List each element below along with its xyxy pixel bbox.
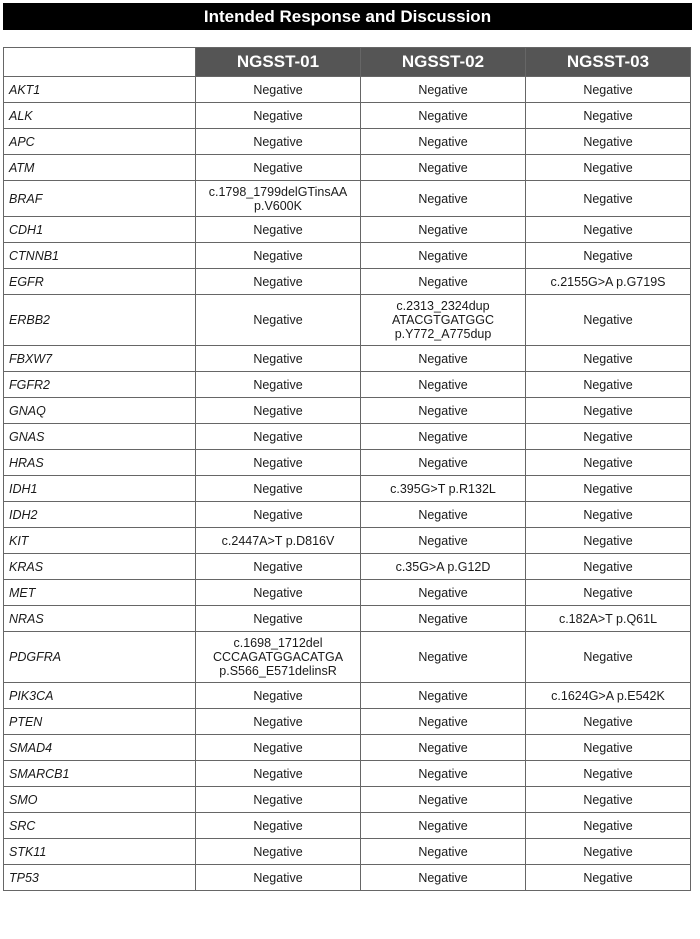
result-cell-ngsst-02: Negative (361, 155, 526, 181)
result-cell-ngsst-02: c.35G>A p.G12D (361, 554, 526, 580)
result-cell-ngsst-03: Negative (526, 709, 691, 735)
result-cell-ngsst-01: Negative (196, 217, 361, 243)
gene-cell: APC (4, 129, 196, 155)
result-cell-ngsst-03: Negative (526, 103, 691, 129)
column-header-ngsst-01: NGSST-01 (196, 48, 361, 77)
gene-cell: CTNNB1 (4, 243, 196, 269)
result-cell-ngsst-03: Negative (526, 865, 691, 891)
table-row (4, 155, 691, 181)
gene-cell: SMO (4, 787, 196, 813)
result-cell-ngsst-02: Negative (361, 346, 526, 372)
gene-cell: IDH1 (4, 476, 196, 502)
result-cell-ngsst-01: Negative (196, 372, 361, 398)
result-cell-ngsst-01: Negative (196, 735, 361, 761)
table-row (4, 813, 691, 839)
result-cell-ngsst-02: Negative (361, 632, 526, 683)
result-cell-ngsst-03: Negative (526, 372, 691, 398)
result-cell-ngsst-02: Negative (361, 181, 526, 217)
gene-cell: KIT (4, 528, 196, 554)
result-cell-ngsst-03: Negative (526, 295, 691, 346)
gene-cell: KRAS (4, 554, 196, 580)
result-cell-ngsst-01: Negative (196, 155, 361, 181)
result-cell-ngsst-03: Negative (526, 424, 691, 450)
result-cell-ngsst-03: c.1624G>A p.E542K (526, 683, 691, 709)
table-row (4, 761, 691, 787)
gene-cell: IDH2 (4, 502, 196, 528)
result-cell-ngsst-03: Negative (526, 554, 691, 580)
header-row (4, 48, 691, 77)
result-cell-ngsst-03: Negative (526, 632, 691, 683)
table-row (4, 839, 691, 865)
table-row (4, 424, 691, 450)
table-row (4, 450, 691, 476)
gene-cell: MET (4, 580, 196, 606)
result-cell-ngsst-02: Negative (361, 77, 526, 103)
table-row (4, 103, 691, 129)
result-cell-ngsst-02: Negative (361, 372, 526, 398)
result-cell-ngsst-01: Negative (196, 502, 361, 528)
gene-cell: PTEN (4, 709, 196, 735)
result-cell-ngsst-01: Negative (196, 761, 361, 787)
result-cell-ngsst-02: Negative (361, 450, 526, 476)
result-cell-ngsst-02: Negative (361, 761, 526, 787)
table-row (4, 554, 691, 580)
table-row (4, 243, 691, 269)
result-cell-ngsst-01: Negative (196, 398, 361, 424)
result-cell-ngsst-01: Negative (196, 243, 361, 269)
gene-cell: STK11 (4, 839, 196, 865)
gene-cell: SRC (4, 813, 196, 839)
result-cell-ngsst-01: Negative (196, 554, 361, 580)
table-row (4, 528, 691, 554)
result-cell-ngsst-01: Negative (196, 813, 361, 839)
gene-cell: AKT1 (4, 77, 196, 103)
result-cell-ngsst-03: c.182A>T p.Q61L (526, 606, 691, 632)
gene-cell: ATM (4, 155, 196, 181)
gene-cell: NRAS (4, 606, 196, 632)
table-row (4, 709, 691, 735)
result-cell-ngsst-02: Negative (361, 398, 526, 424)
result-cell-ngsst-03: Negative (526, 502, 691, 528)
result-cell-ngsst-02: Negative (361, 813, 526, 839)
gene-cell: FGFR2 (4, 372, 196, 398)
result-cell-ngsst-03: Negative (526, 129, 691, 155)
result-cell-ngsst-01: Negative (196, 606, 361, 632)
result-cell-ngsst-01: Negative (196, 476, 361, 502)
result-cell-ngsst-02: Negative (361, 735, 526, 761)
table-body (4, 77, 691, 891)
table-row (4, 683, 691, 709)
table-row (4, 735, 691, 761)
result-cell-ngsst-02: Negative (361, 606, 526, 632)
gene-cell: FBXW7 (4, 346, 196, 372)
result-cell-ngsst-02: Negative (361, 502, 526, 528)
result-cell-ngsst-01: Negative (196, 865, 361, 891)
gene-cell: EGFR (4, 269, 196, 295)
result-cell-ngsst-03: Negative (526, 787, 691, 813)
table-row (4, 502, 691, 528)
result-cell-ngsst-01: c.1798_1799delGTinsAA p.V600K (196, 181, 361, 217)
result-cell-ngsst-02: Negative (361, 129, 526, 155)
result-cell-ngsst-03: Negative (526, 813, 691, 839)
result-cell-ngsst-02: c.395G>T p.R132L (361, 476, 526, 502)
result-cell-ngsst-03: Negative (526, 155, 691, 181)
result-cell-ngsst-01: Negative (196, 103, 361, 129)
result-cell-ngsst-03: Negative (526, 476, 691, 502)
table-row (4, 181, 691, 217)
result-cell-ngsst-02: Negative (361, 787, 526, 813)
gene-cell: PIK3CA (4, 683, 196, 709)
result-cell-ngsst-01: Negative (196, 346, 361, 372)
results-table (3, 47, 691, 891)
result-cell-ngsst-01: Negative (196, 450, 361, 476)
result-cell-ngsst-03: Negative (526, 580, 691, 606)
result-cell-ngsst-02: Negative (361, 580, 526, 606)
result-cell-ngsst-02: Negative (361, 269, 526, 295)
result-cell-ngsst-03: Negative (526, 346, 691, 372)
page-title: Intended Response and Discussion (3, 3, 692, 30)
gene-cell: SMARCB1 (4, 761, 196, 787)
result-cell-ngsst-03: Negative (526, 217, 691, 243)
result-cell-ngsst-03: Negative (526, 450, 691, 476)
gene-cell: CDH1 (4, 217, 196, 243)
gene-cell: ALK (4, 103, 196, 129)
column-header-ngsst-02: NGSST-02 (361, 48, 526, 77)
result-cell-ngsst-01: c.2447A>T p.D816V (196, 528, 361, 554)
table-row (4, 476, 691, 502)
column-header-gene (4, 48, 196, 77)
result-cell-ngsst-01: Negative (196, 580, 361, 606)
result-cell-ngsst-03: Negative (526, 761, 691, 787)
result-cell-ngsst-01: Negative (196, 295, 361, 346)
table-row (4, 77, 691, 103)
result-cell-ngsst-02: Negative (361, 243, 526, 269)
result-cell-ngsst-03: Negative (526, 181, 691, 217)
table-row (4, 372, 691, 398)
gene-cell: PDGFRA (4, 632, 196, 683)
result-cell-ngsst-01: Negative (196, 77, 361, 103)
result-cell-ngsst-01: Negative (196, 709, 361, 735)
gene-cell: ERBB2 (4, 295, 196, 346)
result-cell-ngsst-01: Negative (196, 839, 361, 865)
gene-cell: SMAD4 (4, 735, 196, 761)
result-cell-ngsst-01: Negative (196, 424, 361, 450)
result-cell-ngsst-02: Negative (361, 424, 526, 450)
table-row (4, 295, 691, 346)
table-row (4, 346, 691, 372)
table-row (4, 129, 691, 155)
table-row (4, 632, 691, 683)
result-cell-ngsst-03: Negative (526, 77, 691, 103)
gene-cell: HRAS (4, 450, 196, 476)
result-cell-ngsst-03: c.2155G>A p.G719S (526, 269, 691, 295)
result-cell-ngsst-03: Negative (526, 243, 691, 269)
result-cell-ngsst-03: Negative (526, 398, 691, 424)
table-row (4, 269, 691, 295)
result-cell-ngsst-02: Negative (361, 709, 526, 735)
gene-cell: BRAF (4, 181, 196, 217)
gene-cell: TP53 (4, 865, 196, 891)
result-cell-ngsst-02: c.2313_2324dup ATACGTGATGGC p.Y772_A775dup (361, 295, 526, 346)
gene-cell: GNAS (4, 424, 196, 450)
table-row (4, 398, 691, 424)
result-cell-ngsst-01: Negative (196, 129, 361, 155)
result-cell-ngsst-01: c.1698_1712del CCCAGATGGACATGA p.S566_E571delinsR (196, 632, 361, 683)
table-row (4, 580, 691, 606)
column-header-ngsst-03: NGSST-03 (526, 48, 691, 77)
table-row (4, 865, 691, 891)
result-cell-ngsst-01: Negative (196, 269, 361, 295)
result-cell-ngsst-02: Negative (361, 839, 526, 865)
table-row (4, 606, 691, 632)
result-cell-ngsst-02: Negative (361, 683, 526, 709)
table-row (4, 787, 691, 813)
result-cell-ngsst-01: Negative (196, 683, 361, 709)
table-row (4, 217, 691, 243)
result-cell-ngsst-02: Negative (361, 103, 526, 129)
result-cell-ngsst-03: Negative (526, 839, 691, 865)
result-cell-ngsst-02: Negative (361, 528, 526, 554)
result-cell-ngsst-02: Negative (361, 217, 526, 243)
table-header (4, 48, 691, 77)
result-cell-ngsst-01: Negative (196, 787, 361, 813)
result-cell-ngsst-02: Negative (361, 865, 526, 891)
result-cell-ngsst-03: Negative (526, 735, 691, 761)
gene-cell: GNAQ (4, 398, 196, 424)
result-cell-ngsst-03: Negative (526, 528, 691, 554)
